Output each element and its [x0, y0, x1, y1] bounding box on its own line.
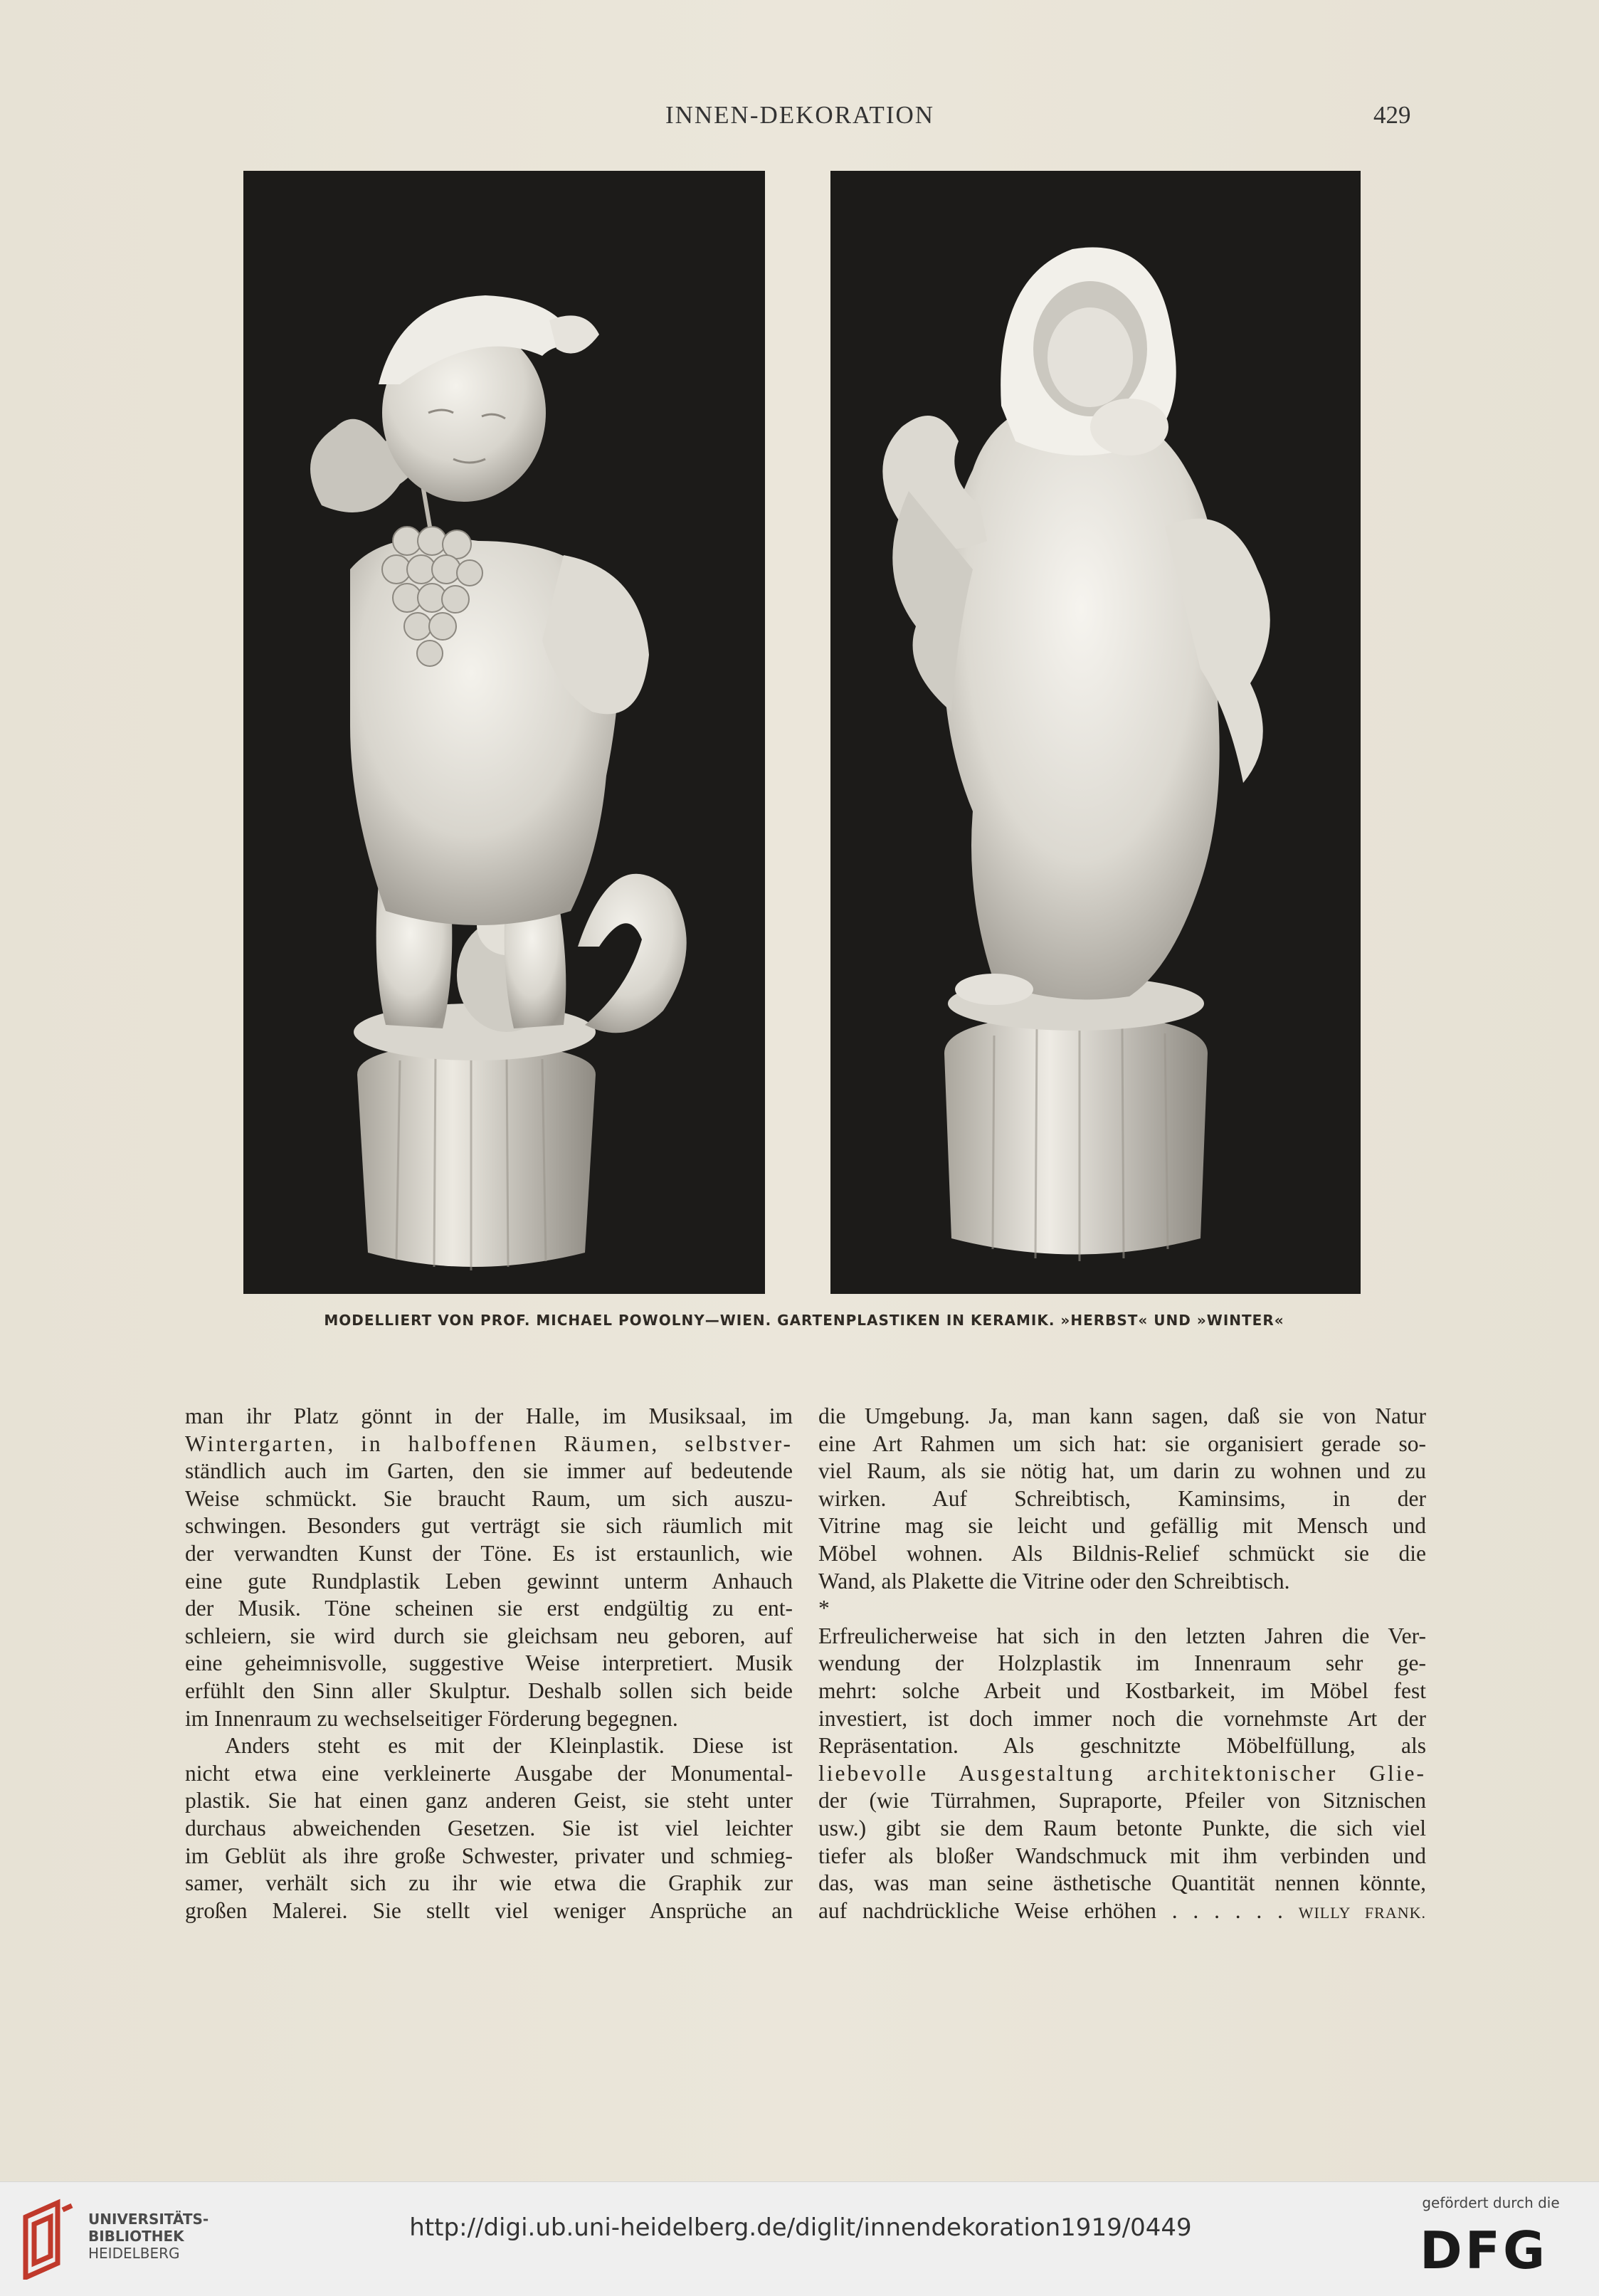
text-line: schwingen. Besonders gut verträgt sie sich räumlich mit [185, 1513, 793, 1539]
page-number: 429 [1373, 101, 1411, 129]
section-divider-asterisk: * [818, 1596, 830, 1621]
text-line: wendung der Holzplastik im Innenraum sehr ge- [818, 1650, 1426, 1676]
text-line: großen Malerei. Sie stellt viel weniger Ansprüche an [185, 1897, 793, 1923]
text-line: mehrt: solche Arbeit und Kostbarkeit, im Möbel fest [818, 1678, 1426, 1703]
library-name-line: UNIVERSITÄTS- [88, 2211, 209, 2228]
text-line: schleiern, sie wird durch sie gleichsam neu geboren, auf [185, 1623, 793, 1648]
text-line: tiefer als bloßer Wandschmuck mit ihm verbinden und [818, 1843, 1426, 1868]
text-line: eine Art Rahmen um sich hat: sie organisiert gerade so- [818, 1431, 1426, 1456]
permalink-url[interactable]: http://digi.ub.uni-heidelberg.de/diglit/innendekoration1919/0449 [409, 2213, 1192, 2242]
text-line: der verwandten Kunst der Töne. Es ist erstaunlich, wie [185, 1540, 793, 1566]
text-line: wirken. Auf Schreibtisch, Kaminsims, in der [818, 1485, 1426, 1511]
text-line: man ihr Platz gönnt in der Halle, im Musiksaal, im [185, 1404, 793, 1428]
text-line: der (wie Türrahmen, Supraporte, Pfeiler von Sitznischen [818, 1788, 1426, 1813]
text-line: Wand, als Plakette die Vitrine oder den Schreibtisch. [818, 1568, 1290, 1594]
text-line: ständlich auch im Garten, den sie immer auf bedeutende [185, 1458, 793, 1484]
university-library-logo-icon [19, 2196, 75, 2280]
sponsor-text: gefördert durch die [1422, 2194, 1560, 2211]
running-title: INNEN-DEKORATION [665, 101, 935, 129]
text-line: nicht etwa eine verkleinerte Ausgabe der Monumental- [185, 1760, 793, 1786]
text-line: Erfreulicherweise hat sich in den letzten Jahren die Ver- [818, 1623, 1426, 1648]
text-line: plastik. Sie hat einen ganz anderen Geist, sie steht unter [185, 1788, 793, 1813]
text-line: eine gute Rundplastik Leben gewinnt unterm Anhauch [185, 1568, 793, 1594]
text-line: Wintergarten, in halboffenen Räumen, selbstver- [185, 1431, 793, 1456]
text-line: Anders steht es mit der Kleinplastik. Diese ist [225, 1733, 793, 1759]
dfg-logo: DFG [1420, 2221, 1548, 2280]
text-line: auf nachdrückliche Weise erhöhen . . . . . . [818, 1897, 1283, 1923]
text-line: samer, verhält sich zu ihr wie etwa die Graphik zur [185, 1870, 793, 1896]
text-line: liebevolle Ausgestaltung architektonischer Glie- [818, 1760, 1426, 1786]
photo-winter-sculpture [830, 171, 1361, 1294]
text-line: Repräsentation. Als geschnitzte Möbelfüllung, als [818, 1733, 1426, 1759]
text-line: erfühlt den Sinn aller Skulptur. Deshalb sollen sich beide [185, 1678, 793, 1703]
text-line: Vitrine mag sie leicht und gefällig mit Mensch und [818, 1513, 1426, 1539]
text-line: im Innenraum zu wechselseitiger Förderung begegnen. [185, 1705, 678, 1731]
winter-figure-illustration [830, 171, 1361, 1294]
text-line: viel Raum, als sie nötig hat, um darin zu wohnen und zu [818, 1458, 1426, 1484]
text-line: Möbel wohnen. Als Bildnis-Relief schmückt sie die [818, 1540, 1426, 1566]
text-line: eine geheimnisvolle, suggestive Weise interpretiert. Musik [185, 1650, 793, 1676]
article-column-right [818, 1403, 1426, 1927]
text-line: das, was man seine ästhetische Quantität nennen könnte, [818, 1870, 1426, 1896]
text-line: usw.) gibt sie dem Raum betonte Punkte, die sich viel [818, 1815, 1426, 1841]
text-line: die Umgebung. Ja, man kann sagen, daß sie von Natur [818, 1404, 1426, 1428]
text-line: Weise schmückt. Sie braucht Raum, um sich auszu- [185, 1485, 793, 1511]
photo-herbst-sculpture [243, 171, 765, 1294]
text-line: investiert, ist doch immer noch die vornehmste Art der [818, 1705, 1426, 1731]
text-line: durchaus abweichenden Gesetzen. Sie ist viel leichter [185, 1815, 793, 1841]
library-name [88, 2211, 209, 2262]
herbst-figure-illustration [243, 171, 765, 1294]
final-line [818, 1897, 1426, 1927]
text-line: im Geblüt als ihre große Schwester, privater und schmieg- [185, 1843, 793, 1868]
author-signature: WILLY FRANK. [1298, 1903, 1426, 1922]
text-line: der Musik. Töne scheinen sie erst endgültig zu ent- [185, 1596, 793, 1621]
library-name-line: BIBLIOTHEK [88, 2228, 184, 2245]
article-column-left [185, 1403, 793, 1924]
figure-caption: MODELLIERT VON PROF. MICHAEL POWOLNY—WIEN. GARTENPLASTIKEN IN KERAMIK. »HERBST« UND »WINTER« [324, 1312, 1284, 1329]
library-name-line: HEIDELBERG [88, 2245, 180, 2262]
